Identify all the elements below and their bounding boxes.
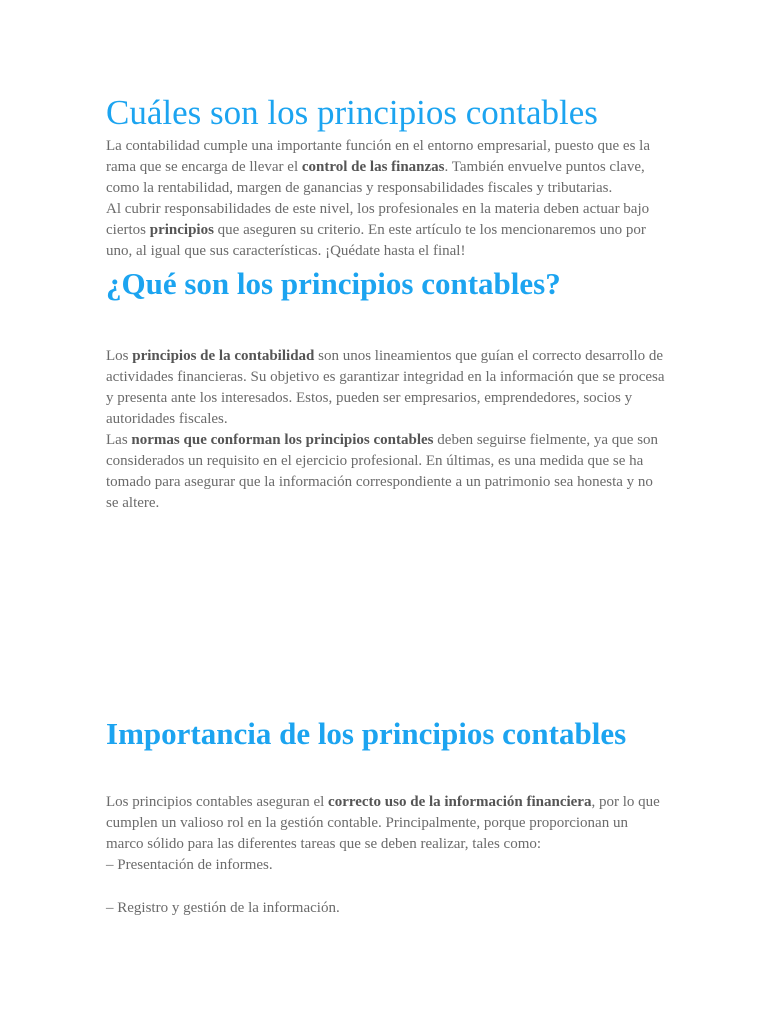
que-son-paragraph-1 [106, 346, 666, 430]
bold-text: control de las finanzas [301, 159, 445, 175]
list-item: – Registro y gestión de la información. [106, 900, 340, 916]
text: Las [106, 432, 132, 448]
page-title: Cuáles son los principios contables [106, 93, 598, 132]
section-importancia [106, 792, 666, 919]
bold-text: principios de la contabilidad [132, 348, 315, 364]
text: son unos lineamientos que guían el correcto desarrollo de actividades financieras. Su objetivo es garantizar integridad en la información que se procesa y presenta ante los interesados. Estos, pueden ser empresarios, emprendedores, socios y autoridades fiscales. [106, 348, 665, 427]
bold-text: normas que conforman los principios contables [131, 432, 434, 448]
importancia-paragraph-1 [106, 792, 666, 855]
section-que-son [106, 346, 666, 514]
section-heading-que-son: ¿Qué son los principios contables? [106, 266, 561, 301]
spacer [106, 876, 666, 898]
bold-text: principios [149, 222, 214, 238]
intro-section [106, 136, 666, 262]
text: Los principios contables aseguran el [106, 794, 329, 810]
text: , por lo que cumplen un valioso rol en la gestión contable. Principalmente, porque proporcionan un marco sólido para las diferentes tareas que se deben realizar, tales como: [106, 794, 660, 852]
list-item: – Presentación de informes. [106, 857, 273, 873]
text: que aseguren su criterio. En este artículo te los mencionaremos uno por uno, al igual que sus características. ¡Quédate hasta el final! [106, 222, 646, 259]
intro-paragraph-2 [106, 199, 666, 262]
text: Los [106, 348, 133, 364]
que-son-paragraph-2 [106, 430, 666, 514]
section-heading-importancia: Importancia de los principios contables [106, 716, 627, 751]
text: La contabilidad cumple una importante función en el entorno empresarial, puesto que es la rama que se encarga de llevar el [106, 138, 650, 175]
text: deben seguirse fielmente, ya que son considerados un requisito en el ejercicio profesional. En últimas, es una medida que se ha tomado para asegurar que la información correspondiente a un patrimonio sea honesta y no se altere. [106, 432, 659, 511]
intro-paragraph-1 [106, 136, 666, 199]
bold-text: correcto uso de la información financiera [328, 794, 592, 810]
text: Al cubrir responsabilidades de este nivel, los profesionales en la materia deben actuar bajo ciertos [106, 201, 650, 238]
text: . También envuelve puntos clave, como la rentabilidad, margen de ganancias y responsabilidades fiscales y tributarias. [106, 159, 645, 196]
